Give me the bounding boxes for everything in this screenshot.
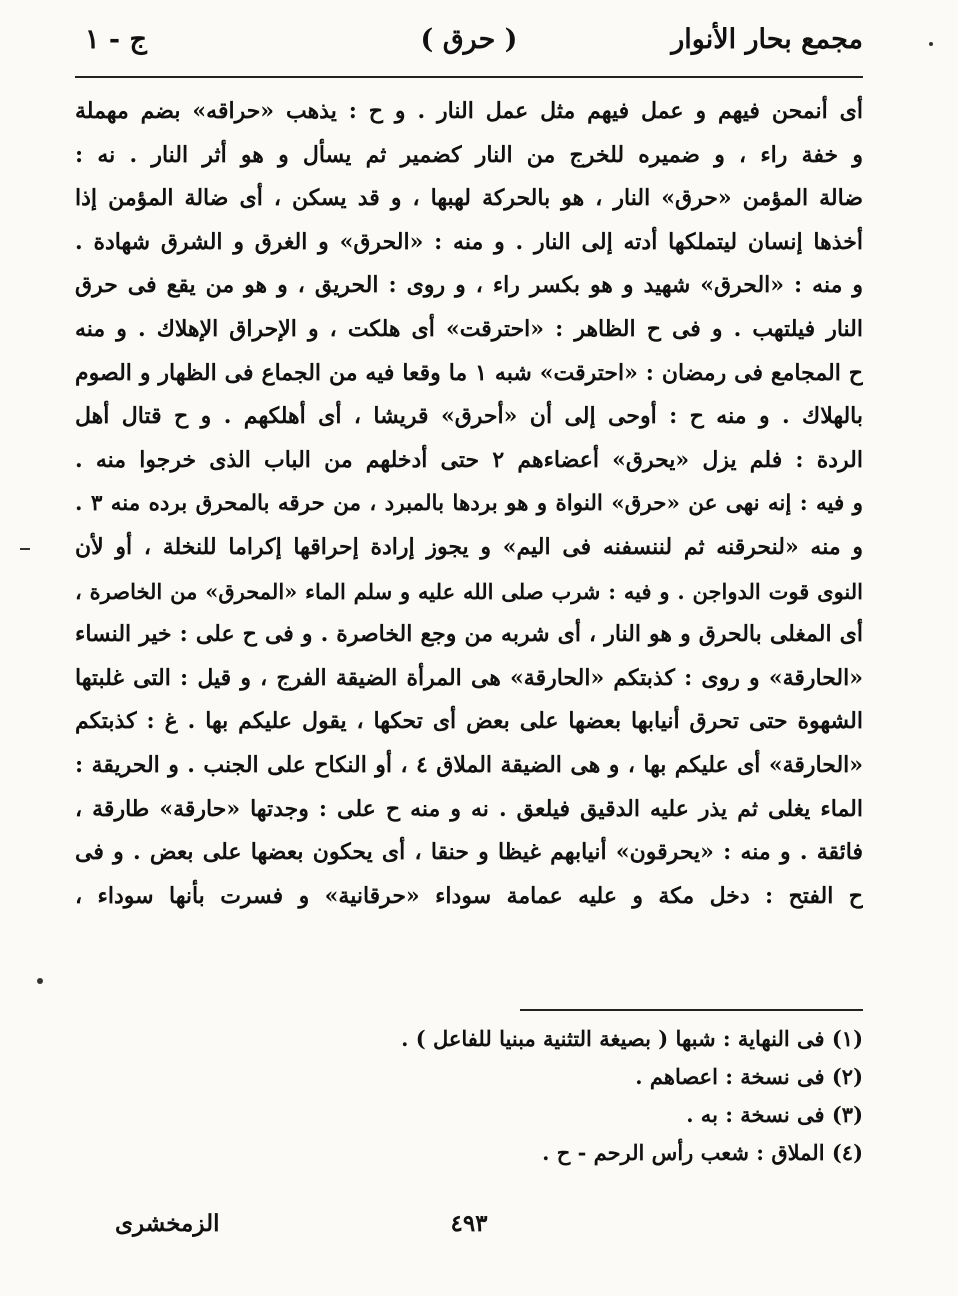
text-line: فائقة . و منه : «يحرقون» أنيابهم غيظا و حنقا ، أى يحكون بعضها على بعض . و فى: [75, 839, 863, 866]
entry-heading: ( حرق ): [420, 24, 518, 55]
text-line: ح المجامع فى رمضان : «احترقت» شبه ١ ما وقعا فيه من الجماع فى الظهار و الصوم: [75, 359, 863, 386]
text-line: أى أنمحن فيهم و عمل فيهم مثل عمل النار . و ح : يذهب «حراقه» بضم مهملة: [75, 98, 863, 124]
scan-speck: [37, 978, 43, 984]
header-rule: [75, 76, 863, 78]
text-line: و خفة راء ، و ضميره للخرج من النار كضمير ثم يسأل و هو أثر النار . نه :: [75, 141, 863, 168]
text-line: «الحارقة» أى عليكم بها ، و هى الضيقة الملاق ٤ ، أو النكاح على الجنب . و الحريقة :: [75, 751, 863, 778]
text-line: و فيه : إنه نهى عن «حرق» النواة و هو بردها بالمبرد ، من حرقه بالمحرق برده منه ٣ .: [75, 491, 863, 517]
text-line: النار فيلتهب . و فى ح الظاهر : «احترقت» أى هلكت ، و الإحراق الإهلاك . و منه: [75, 315, 863, 342]
text-line: بالهلاك . و منه ح : أوحى إلى أن «أحرق» قريشا ، أى أهلكهم . و ح قتال أهل: [75, 403, 863, 430]
text-line: الماء يغلى ثم يذر عليه الدقيق فيلعق . نه و منه ح على : وجدتها «حارقة» طارقة ،: [75, 795, 863, 822]
text-line: الردة : فلم يزل «يحرق» أعضاءهم ٢ حتى أدخلهم من الباب الذى خرجوا منه .: [75, 446, 863, 473]
footnote-rule: [520, 1009, 863, 1011]
main-text: [75, 90, 863, 918]
text-line: أخذها إنسان ليتملكها أدته إلى النار . و منه : «الحرق» و الغرق و الشرق شهادة .: [75, 228, 863, 255]
volume-label: ج - ١: [85, 24, 147, 55]
footer-author: الزمخشرى: [115, 1210, 220, 1237]
text-line: و منه «لنحرقنه ثم لننسفنه فى اليم» و يجوز إرادة إحراقها إكراما للنخلة ، أو لأن: [75, 533, 863, 560]
scan-speck: [929, 42, 933, 46]
footnote: (٤) الملاق : شعب رأس الرحم - ح .: [542, 1140, 863, 1165]
footnote: (١) فى النهاية : شبها ( بصيغة التثنية مبنيا للفاعل ) .: [401, 1026, 863, 1051]
book-title: مجمع بحار الأنوار: [671, 24, 863, 55]
footnote: (٣) فى نسخة : به .: [686, 1102, 863, 1127]
running-header: [75, 20, 863, 64]
text-line: أى المغلى بالحرق و هو النار ، أى شربه من وجع الخاصرة . و فى ح على : خير النساء: [75, 621, 863, 648]
page-number: ٤٩٣: [450, 1210, 488, 1237]
text-line: ضالة المؤمن «حرق» النار ، هو بالحركة لهبها ، و قد يسكن ، أى ضالة المؤمن إذا: [75, 185, 863, 212]
text-line: النوى قوت الدواجن . و فيه : شرب صلى الله عليه و سلم الماء «المحرق» من الخاصرة ،: [75, 578, 863, 604]
footnotes: [363, 1020, 863, 1172]
text-line: ح الفتح : دخل مكة و عليه عمامة سوداء «حرقانية» و فسرت بأنها سوداء ،: [75, 882, 863, 909]
text-line: «الحارقة» و روى : كذبتكم «الحارقة» هى المرأة الضيقة الفرج ، و قيل : التى غلبتها: [75, 664, 863, 691]
text-line: و منه : «الحرق» شهيد و هو بكسر راء ، و روى : الحريق ، و هو من يقع فى حرق: [75, 272, 863, 299]
text-line: الشهوة حتى تحرق أنيابها بعضها على بعض أى تحكها ، يقول عليكم بها . غ : كذبتكم: [75, 708, 863, 735]
scan-mark: [20, 548, 30, 550]
page-footer: [75, 1210, 863, 1250]
footnote: (٢) فى نسخة : اعصاهم .: [635, 1064, 863, 1089]
